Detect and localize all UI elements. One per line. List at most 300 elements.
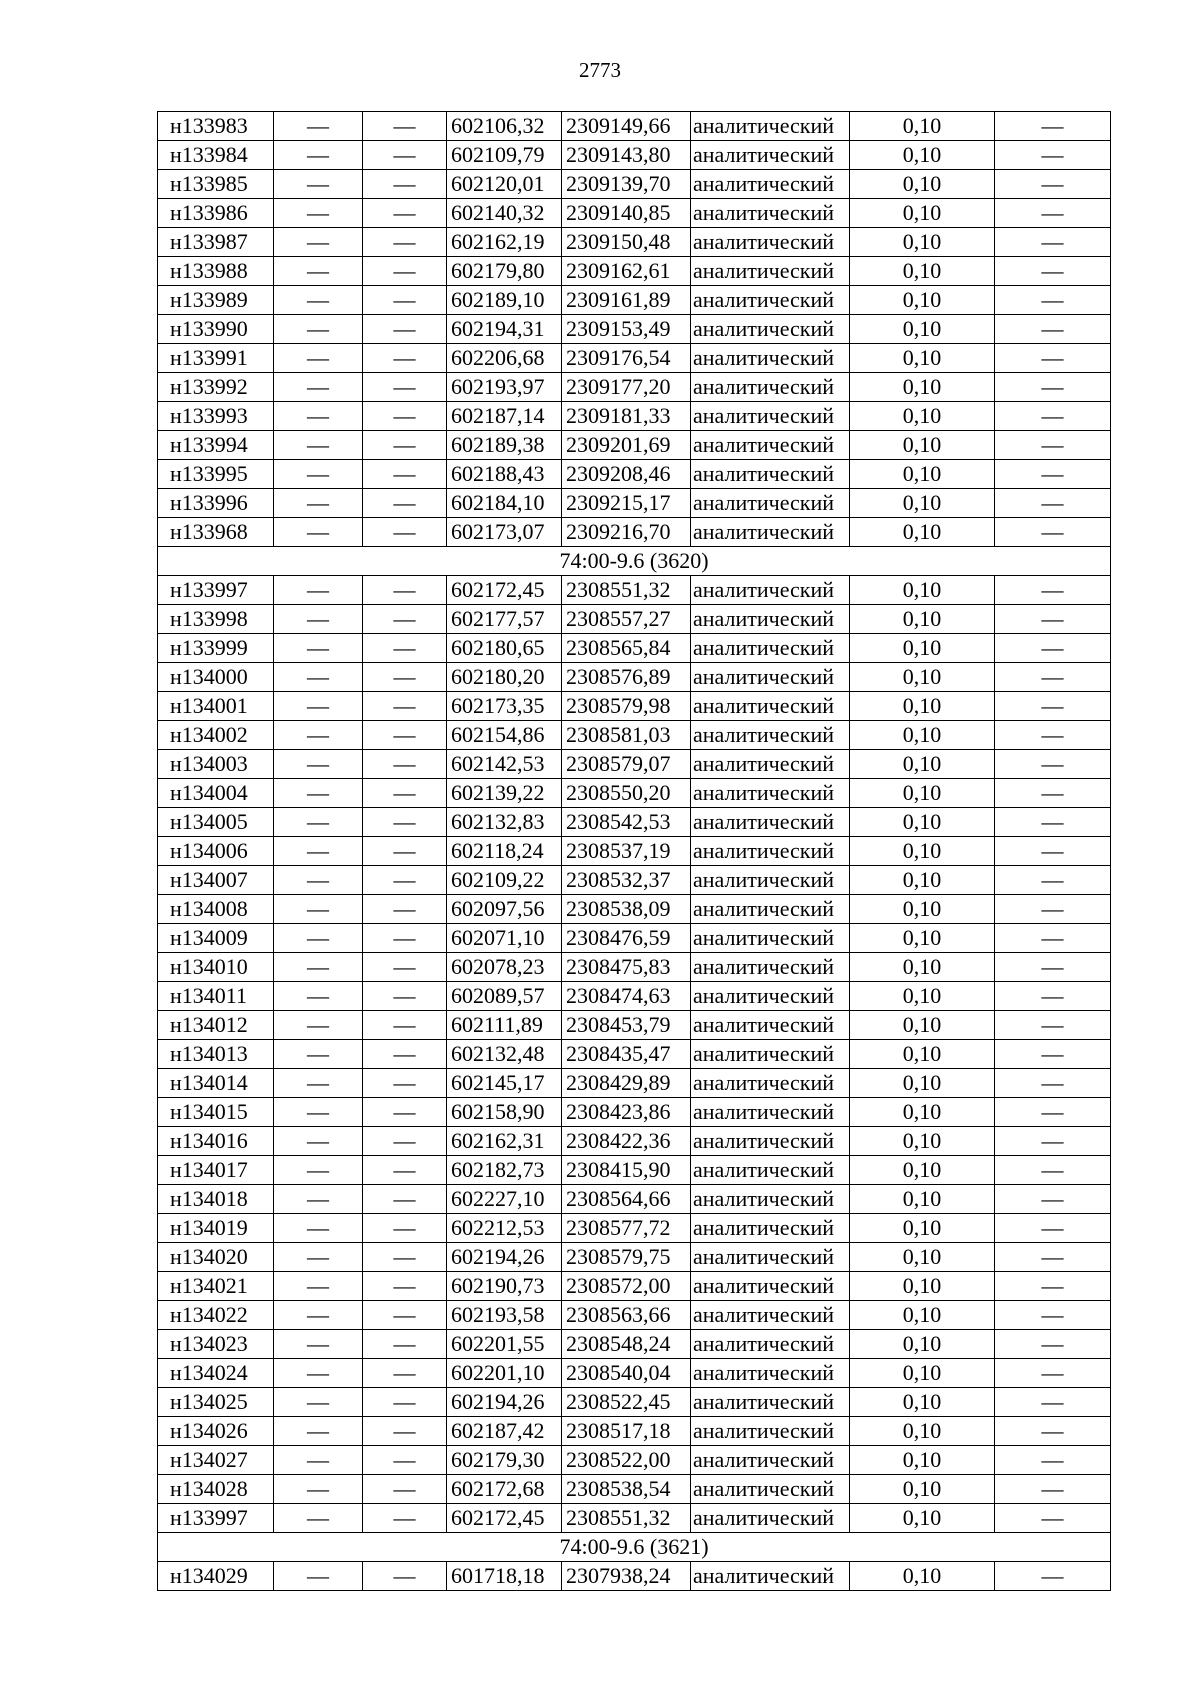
dash-cell: — (363, 1040, 447, 1069)
dash-cell: — (995, 257, 1111, 286)
table-row (158, 1330, 1111, 1359)
dash-cell: — (995, 199, 1111, 228)
dash-cell: — (363, 518, 447, 547)
x-coordinate-cell: 602184,10 (447, 489, 562, 518)
point-id-cell: н133993 (158, 402, 274, 431)
point-id-cell: н134026 (158, 1417, 274, 1446)
dash-cell: — (995, 1301, 1111, 1330)
dash-cell: — (363, 808, 447, 837)
y-coordinate-cell: 2308548,24 (562, 1330, 691, 1359)
method-cell: аналитический (691, 750, 850, 779)
x-coordinate-cell: 602142,53 (447, 750, 562, 779)
dash-cell: — (274, 721, 363, 750)
dash-cell: — (363, 982, 447, 1011)
dash-cell: — (274, 1040, 363, 1069)
method-cell: аналитический (691, 431, 850, 460)
table-row (158, 605, 1111, 634)
table-row (158, 1185, 1111, 1214)
y-coordinate-cell: 2308537,19 (562, 837, 691, 866)
point-id-cell: н134016 (158, 1127, 274, 1156)
precision-cell: 0,10 (850, 228, 995, 257)
precision-cell: 0,10 (850, 605, 995, 634)
point-id-cell: н134009 (158, 924, 274, 953)
y-coordinate-cell: 2308435,47 (562, 1040, 691, 1069)
dash-cell: — (995, 1504, 1111, 1533)
point-id-cell: н134001 (158, 692, 274, 721)
dash-cell: — (363, 1301, 447, 1330)
point-id-cell: н133994 (158, 431, 274, 460)
x-coordinate-cell: 602189,10 (447, 286, 562, 315)
dash-cell: — (995, 1446, 1111, 1475)
dash-cell: — (363, 663, 447, 692)
point-id-cell: н133968 (158, 518, 274, 547)
precision-cell: 0,10 (850, 808, 995, 837)
dash-cell: — (363, 866, 447, 895)
method-cell: аналитический (691, 1504, 850, 1533)
dash-cell: — (274, 141, 363, 170)
x-coordinate-cell: 602187,42 (447, 1417, 562, 1446)
dash-cell: — (274, 605, 363, 634)
table-row (158, 779, 1111, 808)
dash-cell: — (995, 779, 1111, 808)
x-coordinate-cell: 602212,53 (447, 1214, 562, 1243)
point-id-cell: н134013 (158, 1040, 274, 1069)
dash-cell: — (363, 1562, 447, 1591)
x-coordinate-cell: 602172,45 (447, 576, 562, 605)
table-row (158, 1272, 1111, 1301)
dash-cell: — (995, 750, 1111, 779)
point-id-cell: н134023 (158, 1330, 274, 1359)
point-id-cell: н134007 (158, 866, 274, 895)
precision-cell: 0,10 (850, 953, 995, 982)
point-id-cell: н133995 (158, 460, 274, 489)
dash-cell: — (363, 605, 447, 634)
precision-cell: 0,10 (850, 663, 995, 692)
y-coordinate-cell: 2308538,09 (562, 895, 691, 924)
precision-cell: 0,10 (850, 1446, 995, 1475)
dash-cell: — (995, 286, 1111, 315)
precision-cell: 0,10 (850, 1359, 995, 1388)
dash-cell: — (363, 344, 447, 373)
method-cell: аналитический (691, 866, 850, 895)
y-coordinate-cell: 2309153,49 (562, 315, 691, 344)
x-coordinate-cell: 602180,65 (447, 634, 562, 663)
x-coordinate-cell: 601718,18 (447, 1562, 562, 1591)
table-row (158, 895, 1111, 924)
y-coordinate-cell: 2308576,89 (562, 663, 691, 692)
y-coordinate-cell: 2308579,75 (562, 1243, 691, 1272)
dash-cell: — (363, 373, 447, 402)
precision-cell: 0,10 (850, 141, 995, 170)
dash-cell: — (274, 1417, 363, 1446)
table-row (158, 257, 1111, 286)
precision-cell: 0,10 (850, 1475, 995, 1504)
x-coordinate-cell: 602201,55 (447, 1330, 562, 1359)
precision-cell: 0,10 (850, 982, 995, 1011)
table-row (158, 1475, 1111, 1504)
dash-cell: — (995, 431, 1111, 460)
point-id-cell: н134020 (158, 1243, 274, 1272)
dash-cell: — (363, 1214, 447, 1243)
method-cell: аналитический (691, 460, 850, 489)
table-row (158, 344, 1111, 373)
precision-cell: 0,10 (850, 402, 995, 431)
method-cell: аналитический (691, 663, 850, 692)
dash-cell: — (363, 141, 447, 170)
x-coordinate-cell: 602180,20 (447, 663, 562, 692)
x-coordinate-cell: 602227,10 (447, 1185, 562, 1214)
method-cell: аналитический (691, 1330, 850, 1359)
dash-cell: — (363, 924, 447, 953)
precision-cell: 0,10 (850, 315, 995, 344)
y-coordinate-cell: 2309140,85 (562, 199, 691, 228)
dash-cell: — (363, 286, 447, 315)
dash-cell: — (995, 1185, 1111, 1214)
y-coordinate-cell: 2309216,70 (562, 518, 691, 547)
method-cell: аналитический (691, 576, 850, 605)
method-cell: аналитический (691, 286, 850, 315)
dash-cell: — (274, 924, 363, 953)
table-row (158, 1504, 1111, 1533)
dash-cell: — (274, 518, 363, 547)
x-coordinate-cell: 602173,35 (447, 692, 562, 721)
y-coordinate-cell: 2308522,45 (562, 1388, 691, 1417)
precision-cell: 0,10 (850, 1214, 995, 1243)
dash-cell: — (363, 402, 447, 431)
method-cell: аналитический (691, 924, 850, 953)
dash-cell: — (274, 1330, 363, 1359)
precision-cell: 0,10 (850, 837, 995, 866)
point-id-cell: н134005 (158, 808, 274, 837)
point-id-cell: н133991 (158, 344, 274, 373)
point-id-cell: н133997 (158, 576, 274, 605)
point-id-cell: н134015 (158, 1098, 274, 1127)
y-coordinate-cell: 2308474,63 (562, 982, 691, 1011)
x-coordinate-cell: 602177,57 (447, 605, 562, 634)
section-header: 74:00-9.6 (3621) (158, 1533, 1111, 1562)
y-coordinate-cell: 2308422,36 (562, 1127, 691, 1156)
x-coordinate-cell: 602187,14 (447, 402, 562, 431)
dash-cell: — (274, 779, 363, 808)
point-id-cell: н133985 (158, 170, 274, 199)
dash-cell: — (274, 1504, 363, 1533)
y-coordinate-cell: 2308540,04 (562, 1359, 691, 1388)
precision-cell: 0,10 (850, 750, 995, 779)
dash-cell: — (363, 837, 447, 866)
method-cell: аналитический (691, 721, 850, 750)
point-id-cell: н133998 (158, 605, 274, 634)
method-cell: аналитический (691, 982, 850, 1011)
table-row (158, 924, 1111, 953)
table-row (158, 953, 1111, 982)
section-header: 74:00-9.6 (3620) (158, 547, 1111, 576)
method-cell: аналитический (691, 373, 850, 402)
dash-cell: — (995, 1272, 1111, 1301)
precision-cell: 0,10 (850, 286, 995, 315)
x-coordinate-cell: 602106,32 (447, 112, 562, 141)
table-row (158, 1098, 1111, 1127)
dash-cell: — (995, 1359, 1111, 1388)
table-row (158, 1127, 1111, 1156)
dash-cell: — (363, 228, 447, 257)
dash-cell: — (995, 605, 1111, 634)
x-coordinate-cell: 602179,80 (447, 257, 562, 286)
precision-cell: 0,10 (850, 1388, 995, 1417)
method-cell: аналитический (691, 1272, 850, 1301)
dash-cell: — (995, 1388, 1111, 1417)
precision-cell: 0,10 (850, 1011, 995, 1040)
x-coordinate-cell: 602154,86 (447, 721, 562, 750)
dash-cell: — (274, 1127, 363, 1156)
table-row (158, 286, 1111, 315)
point-id-cell: н134012 (158, 1011, 274, 1040)
x-coordinate-cell: 602173,07 (447, 518, 562, 547)
table-body (158, 112, 1111, 1591)
point-id-cell: н133999 (158, 634, 274, 663)
point-id-cell: н134025 (158, 1388, 274, 1417)
precision-cell: 0,10 (850, 1301, 995, 1330)
table-row (158, 663, 1111, 692)
y-coordinate-cell: 2309161,89 (562, 286, 691, 315)
dash-cell: — (274, 1272, 363, 1301)
method-cell: аналитический (691, 518, 850, 547)
method-cell: аналитический (691, 1359, 850, 1388)
method-cell: аналитический (691, 1214, 850, 1243)
dash-cell: — (995, 924, 1111, 953)
method-cell: аналитический (691, 1562, 850, 1591)
dash-cell: — (274, 634, 363, 663)
table-row (158, 982, 1111, 1011)
y-coordinate-cell: 2308423,86 (562, 1098, 691, 1127)
y-coordinate-cell: 2308476,59 (562, 924, 691, 953)
dash-cell: — (995, 344, 1111, 373)
y-coordinate-cell: 2308551,32 (562, 1504, 691, 1533)
point-id-cell: н133983 (158, 112, 274, 141)
dash-cell: — (995, 1040, 1111, 1069)
precision-cell: 0,10 (850, 1504, 995, 1533)
y-coordinate-cell: 2308522,00 (562, 1446, 691, 1475)
dash-cell: — (274, 373, 363, 402)
method-cell: аналитический (691, 199, 850, 228)
method-cell: аналитический (691, 837, 850, 866)
dash-cell: — (363, 1475, 447, 1504)
point-id-cell: н133992 (158, 373, 274, 402)
precision-cell: 0,10 (850, 489, 995, 518)
x-coordinate-cell: 602132,83 (447, 808, 562, 837)
x-coordinate-cell: 602109,79 (447, 141, 562, 170)
dash-cell: — (995, 489, 1111, 518)
point-id-cell: н134004 (158, 779, 274, 808)
method-cell: аналитический (691, 315, 850, 344)
point-id-cell: н134011 (158, 982, 274, 1011)
method-cell: аналитический (691, 1185, 850, 1214)
method-cell: аналитический (691, 1011, 850, 1040)
x-coordinate-cell: 602162,31 (447, 1127, 562, 1156)
dash-cell: — (995, 837, 1111, 866)
point-id-cell: н134000 (158, 663, 274, 692)
method-cell: аналитический (691, 953, 850, 982)
precision-cell: 0,10 (850, 344, 995, 373)
dash-cell: — (274, 489, 363, 518)
table-row (158, 402, 1111, 431)
table-row (158, 518, 1111, 547)
x-coordinate-cell: 602188,43 (447, 460, 562, 489)
dash-cell: — (274, 982, 363, 1011)
method-cell: аналитический (691, 1098, 850, 1127)
section-header-row (158, 1533, 1111, 1562)
method-cell: аналитический (691, 489, 850, 518)
y-coordinate-cell: 2309162,61 (562, 257, 691, 286)
dash-cell: — (995, 808, 1111, 837)
precision-cell: 0,10 (850, 866, 995, 895)
dash-cell: — (363, 1243, 447, 1272)
dash-cell: — (274, 402, 363, 431)
dash-cell: — (995, 1243, 1111, 1272)
dash-cell: — (274, 286, 363, 315)
x-coordinate-cell: 602194,26 (447, 1388, 562, 1417)
dash-cell: — (363, 1185, 447, 1214)
dash-cell: — (363, 1127, 447, 1156)
precision-cell: 0,10 (850, 779, 995, 808)
y-coordinate-cell: 2309177,20 (562, 373, 691, 402)
y-coordinate-cell: 2308475,83 (562, 953, 691, 982)
precision-cell: 0,10 (850, 431, 995, 460)
dash-cell: — (363, 750, 447, 779)
method-cell: аналитический (691, 1388, 850, 1417)
point-id-cell: н134029 (158, 1562, 274, 1591)
dash-cell: — (995, 866, 1111, 895)
x-coordinate-cell: 602111,89 (447, 1011, 562, 1040)
dash-cell: — (363, 257, 447, 286)
precision-cell: 0,10 (850, 170, 995, 199)
point-id-cell: н134008 (158, 895, 274, 924)
dash-cell: — (363, 1156, 447, 1185)
method-cell: аналитический (691, 1475, 850, 1504)
y-coordinate-cell: 2308538,54 (562, 1475, 691, 1504)
dash-cell: — (274, 1214, 363, 1243)
dash-cell: — (274, 1388, 363, 1417)
table-row (158, 199, 1111, 228)
dash-cell: — (274, 750, 363, 779)
x-coordinate-cell: 602172,45 (447, 1504, 562, 1533)
dash-cell: — (274, 1243, 363, 1272)
x-coordinate-cell: 602189,38 (447, 431, 562, 460)
x-coordinate-cell: 602206,68 (447, 344, 562, 373)
method-cell: аналитический (691, 1446, 850, 1475)
table-row (158, 1359, 1111, 1388)
table-row (158, 315, 1111, 344)
dash-cell: — (274, 1475, 363, 1504)
y-coordinate-cell: 2308563,66 (562, 1301, 691, 1330)
point-id-cell: н134014 (158, 1069, 274, 1098)
dash-cell: — (363, 1388, 447, 1417)
point-id-cell: н133990 (158, 315, 274, 344)
dash-cell: — (995, 1011, 1111, 1040)
dash-cell: — (363, 1330, 447, 1359)
dash-cell: — (274, 692, 363, 721)
method-cell: аналитический (691, 1040, 850, 1069)
precision-cell: 0,10 (850, 1156, 995, 1185)
precision-cell: 0,10 (850, 1069, 995, 1098)
dash-cell: — (995, 895, 1111, 924)
method-cell: аналитический (691, 895, 850, 924)
point-id-cell: н133989 (158, 286, 274, 315)
point-id-cell: н134017 (158, 1156, 274, 1185)
table-row (158, 141, 1111, 170)
x-coordinate-cell: 602078,23 (447, 953, 562, 982)
y-coordinate-cell: 2308579,98 (562, 692, 691, 721)
point-id-cell: н133987 (158, 228, 274, 257)
dash-cell: — (995, 141, 1111, 170)
dash-cell: — (995, 692, 1111, 721)
dash-cell: — (995, 721, 1111, 750)
precision-cell: 0,10 (850, 373, 995, 402)
dash-cell: — (274, 808, 363, 837)
y-coordinate-cell: 2307938,24 (562, 1562, 691, 1591)
x-coordinate-cell: 602158,90 (447, 1098, 562, 1127)
x-coordinate-cell: 602071,10 (447, 924, 562, 953)
dash-cell: — (274, 837, 363, 866)
x-coordinate-cell: 602139,22 (447, 779, 562, 808)
dash-cell: — (274, 576, 363, 605)
y-coordinate-cell: 2308564,66 (562, 1185, 691, 1214)
dash-cell: — (995, 982, 1111, 1011)
x-coordinate-cell: 602109,22 (447, 866, 562, 895)
dash-cell: — (995, 1562, 1111, 1591)
y-coordinate-cell: 2308551,32 (562, 576, 691, 605)
dash-cell: — (274, 1069, 363, 1098)
dash-cell: — (995, 1098, 1111, 1127)
x-coordinate-cell: 602179,30 (447, 1446, 562, 1475)
y-coordinate-cell: 2308565,84 (562, 634, 691, 663)
section-header-row (158, 547, 1111, 576)
table-row (158, 1388, 1111, 1417)
y-coordinate-cell: 2309149,66 (562, 112, 691, 141)
table-row (158, 489, 1111, 518)
method-cell: аналитический (691, 402, 850, 431)
dash-cell: — (274, 866, 363, 895)
precision-cell: 0,10 (850, 460, 995, 489)
method-cell: аналитический (691, 1301, 850, 1330)
table-row (158, 373, 1111, 402)
precision-cell: 0,10 (850, 1098, 995, 1127)
dash-cell: — (363, 1011, 447, 1040)
y-coordinate-cell: 2309143,80 (562, 141, 691, 170)
point-id-cell: н134003 (158, 750, 274, 779)
precision-cell: 0,10 (850, 924, 995, 953)
dash-cell: — (274, 228, 363, 257)
table-row (158, 634, 1111, 663)
dash-cell: — (363, 779, 447, 808)
x-coordinate-cell: 602118,24 (447, 837, 562, 866)
dash-cell: — (995, 112, 1111, 141)
table-row (158, 837, 1111, 866)
y-coordinate-cell: 2308517,18 (562, 1417, 691, 1446)
table-row (158, 1301, 1111, 1330)
table-row (158, 228, 1111, 257)
x-coordinate-cell: 602089,57 (447, 982, 562, 1011)
precision-cell: 0,10 (850, 257, 995, 286)
point-id-cell: н133996 (158, 489, 274, 518)
dash-cell: — (995, 663, 1111, 692)
dash-cell: — (995, 634, 1111, 663)
y-coordinate-cell: 2309181,33 (562, 402, 691, 431)
dash-cell: — (363, 576, 447, 605)
method-cell: аналитический (691, 1243, 850, 1272)
dash-cell: — (274, 112, 363, 141)
dash-cell: — (274, 895, 363, 924)
precision-cell: 0,10 (850, 199, 995, 228)
